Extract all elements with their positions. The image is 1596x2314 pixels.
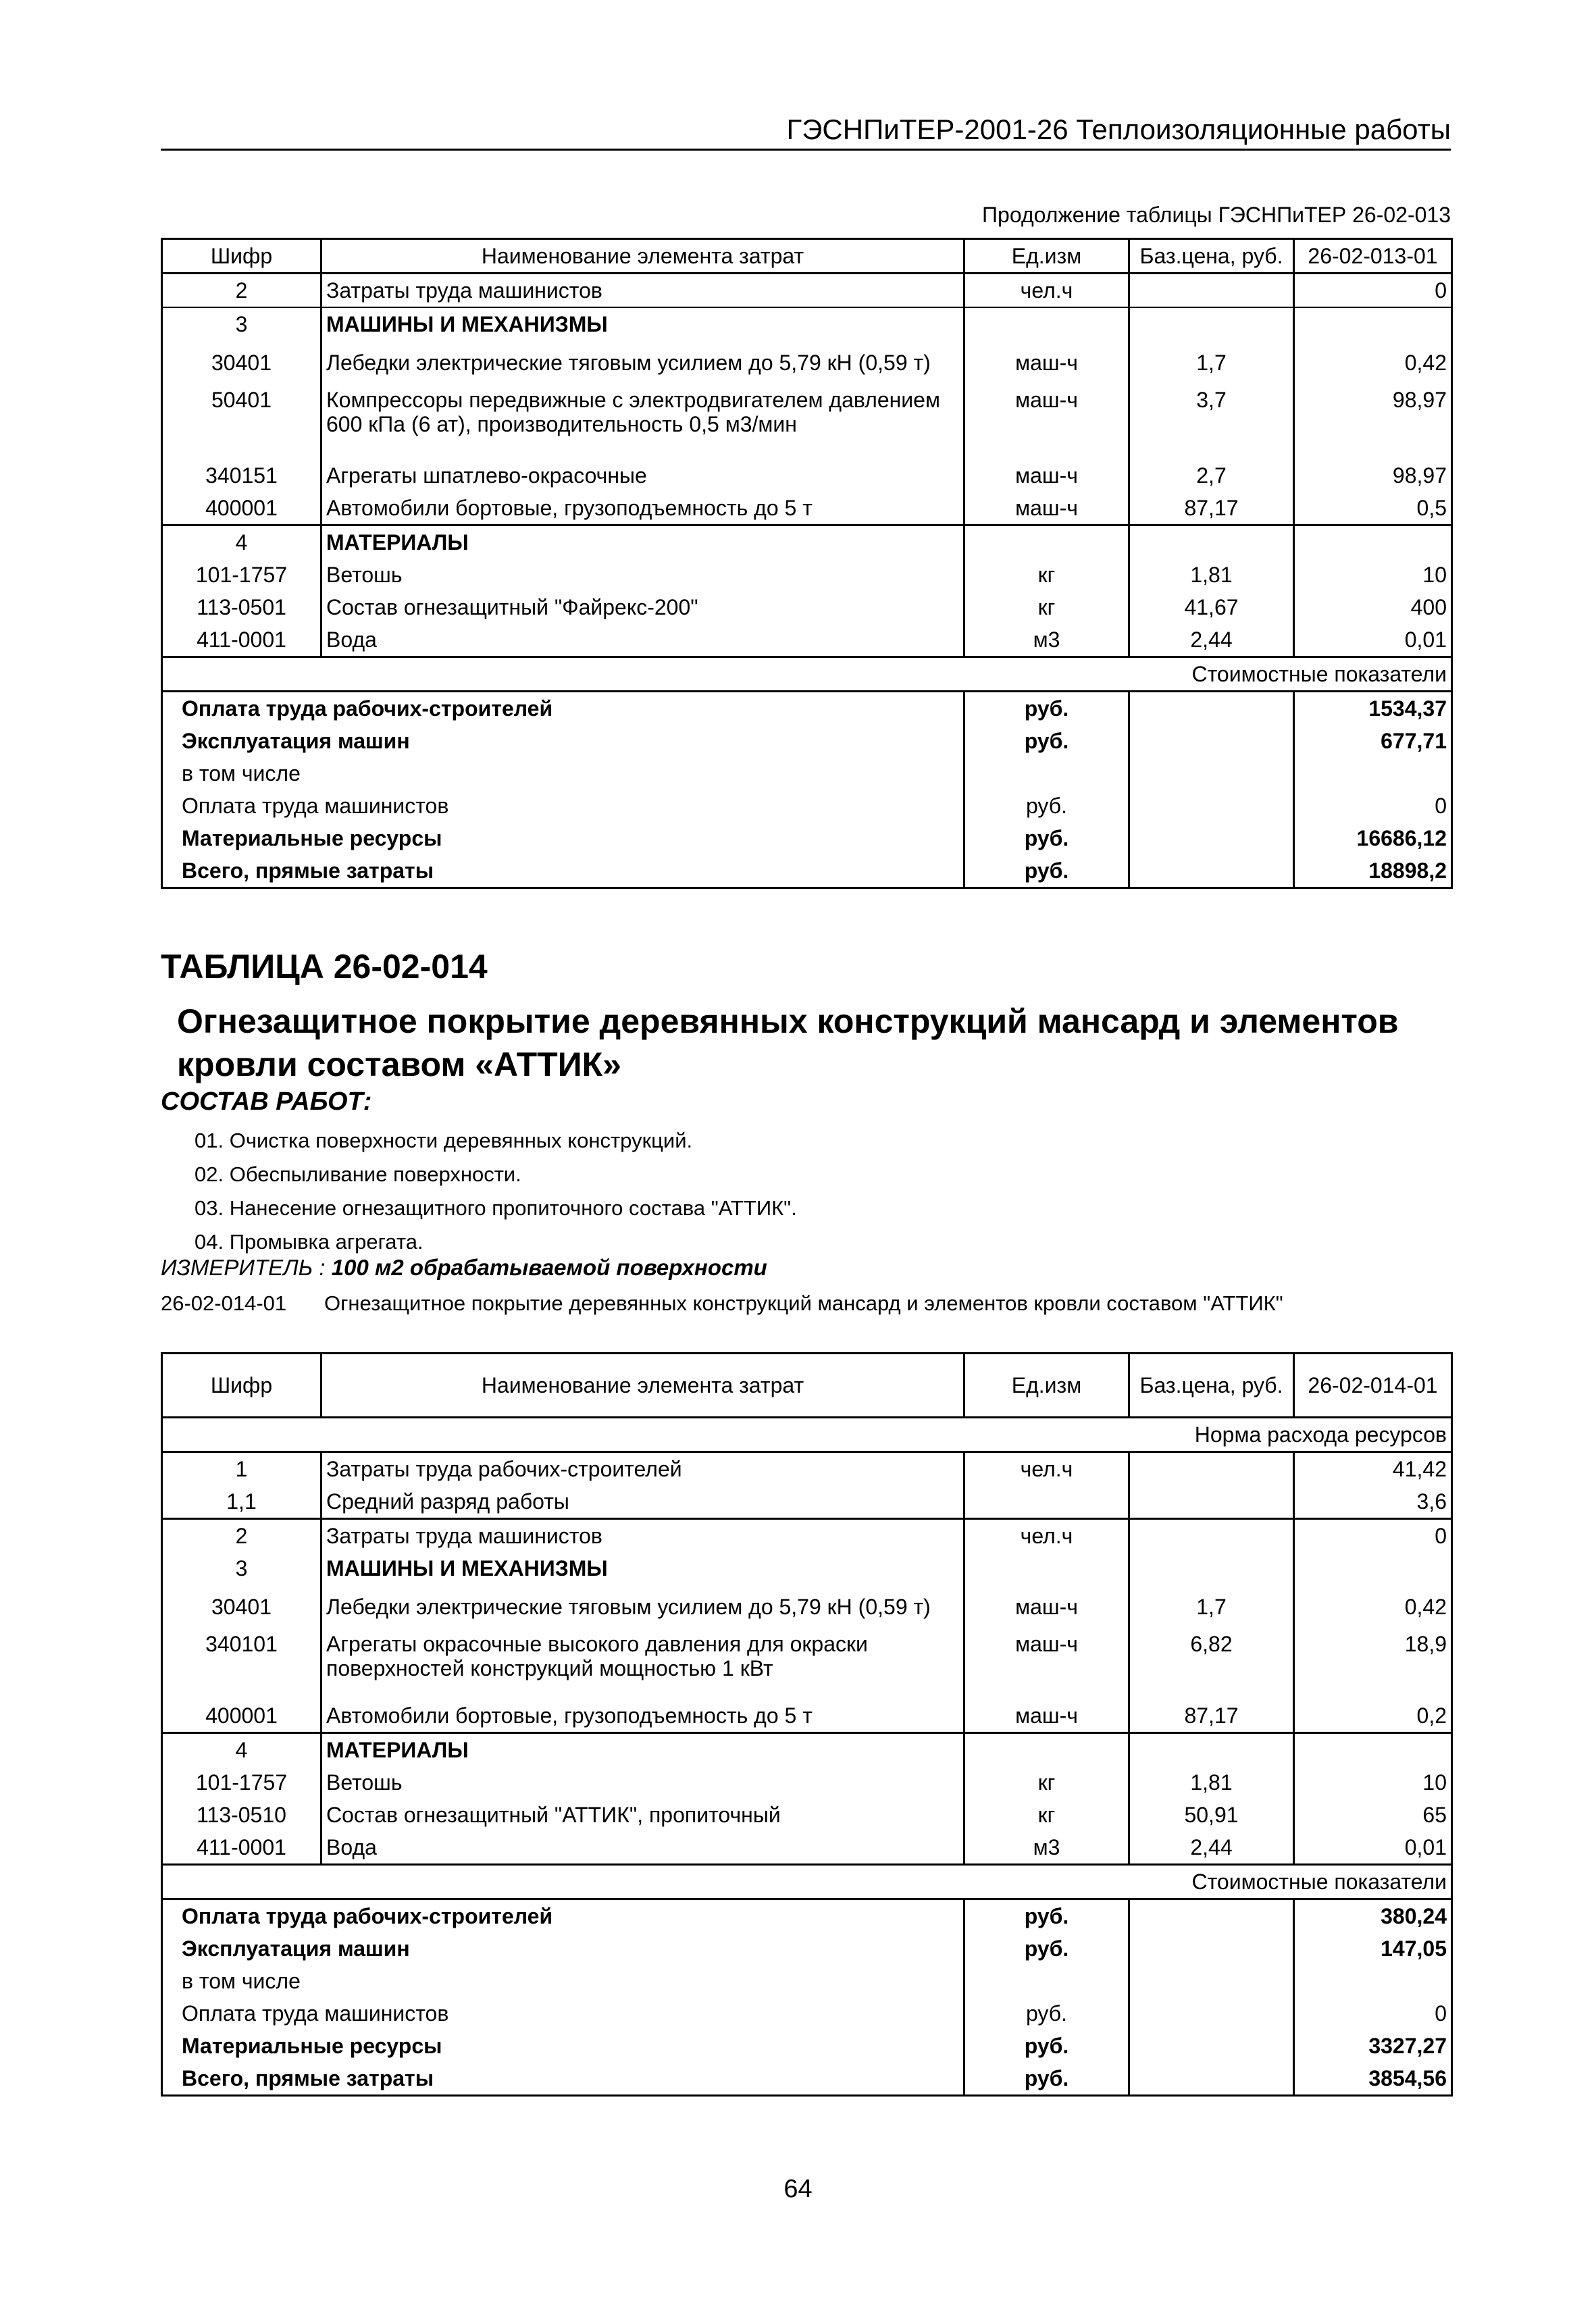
- table-header-row: [162, 239, 1452, 274]
- cell-unit: маш-ч: [964, 385, 1129, 459]
- cell-price: [1129, 1519, 1294, 1553]
- cell-name: Состав огнезащитный "АТТИК", пропиточный: [321, 1799, 964, 1831]
- cost-name: Эксплуатация машин: [162, 1932, 964, 1965]
- cell-name: МАШИНЫ И МЕХАНИЗМЫ: [321, 1552, 964, 1585]
- cell-code: 2: [162, 274, 321, 308]
- cost-unit: [964, 1965, 1129, 1997]
- cell-unit: [964, 1733, 1129, 1767]
- cell-unit: маш-ч: [964, 459, 1129, 492]
- col-header-unit: Ед.изм: [964, 239, 1129, 274]
- cost-name: Эксплуатация машин: [162, 725, 964, 757]
- cell-unit: кг: [964, 1799, 1129, 1831]
- cell-unit: м3: [964, 1831, 1129, 1865]
- meter-line: [161, 1255, 767, 1281]
- cell-name: Вода: [321, 623, 964, 657]
- cost-row: [162, 692, 1452, 725]
- cell-name: Состав огнезащитный "Файрекс-200": [321, 591, 964, 623]
- cell-name: Лебедки электрические тяговым усилием до 5,79 кН (0,59 т): [321, 1585, 964, 1629]
- resource-table-26-02-013: [161, 238, 1453, 889]
- cost-unit: руб.: [964, 725, 1129, 757]
- cost-value: 0: [1294, 1997, 1452, 2030]
- meter-label: ИЗМЕРИТЕЛЬ :: [161, 1255, 332, 1280]
- cell-unit: чел.ч: [964, 1519, 1129, 1553]
- cost-value: [1294, 1965, 1452, 1997]
- cost-name: Оплата труда машинистов: [162, 790, 964, 822]
- table-title: ТАБЛИЦА 26-02-014: [161, 948, 488, 985]
- cell-value: [1294, 1552, 1452, 1585]
- cell-code: 3: [162, 1552, 321, 1585]
- cost-row: [162, 854, 1452, 888]
- cell-unit: кг: [964, 559, 1129, 591]
- cost-price: [1129, 2030, 1294, 2062]
- cell-unit: чел.ч: [964, 274, 1129, 308]
- cell-name: Ветошь: [321, 1766, 964, 1799]
- table-row: [162, 1585, 1452, 1629]
- cell-value: 10: [1294, 1766, 1452, 1799]
- list-item: 01. Очистка поверхности деревянных конструкций.: [195, 1129, 693, 1152]
- cost-value: 3327,27: [1294, 2030, 1452, 2062]
- cell-code: 400001: [162, 492, 321, 525]
- cell-price: [1129, 1485, 1294, 1519]
- cost-header-row: [162, 657, 1452, 692]
- cost-price: [1129, 1965, 1294, 1997]
- cell-price: 87,17: [1129, 1699, 1294, 1733]
- cell-unit: кг: [964, 1766, 1129, 1799]
- cell-name: Затраты труда машинистов: [321, 274, 964, 308]
- cell-name: Автомобили бортовые, грузоподъемность до 5 т: [321, 1699, 964, 1733]
- col-header-name: Наименование элемента затрат: [321, 1354, 964, 1418]
- table-row: [162, 525, 1452, 559]
- cost-name: Всего, прямые затраты: [162, 2062, 964, 2096]
- norm-header: Норма расхода ресурсов: [162, 1418, 1452, 1452]
- cell-value: 0,42: [1294, 1585, 1452, 1629]
- cost-unit: руб.: [964, 2062, 1129, 2096]
- cost-unit: руб.: [964, 2030, 1129, 2062]
- col-header-code: Шифр: [162, 1354, 321, 1418]
- cost-price: [1129, 692, 1294, 725]
- cost-name: в том числе: [162, 757, 964, 790]
- cost-name: Оплата труда рабочих-строителей: [162, 692, 964, 725]
- cost-row: [162, 790, 1452, 822]
- table-row: [162, 1733, 1452, 1767]
- col-header-norm: 26-02-013-01: [1294, 239, 1452, 274]
- cell-value: 98,97: [1294, 459, 1452, 492]
- norm-name: Огнезащитное покрытие деревянных конструкций мансард и элементов кровли составом "АТТИК": [324, 1291, 1283, 1315]
- running-header: ГЭСНПиТЕР-2001-26 Теплоизоляционные работы: [161, 113, 1451, 151]
- cell-code: 3: [162, 307, 321, 340]
- cost-name: Всего, прямые затраты: [162, 854, 964, 888]
- cell-value: 0: [1294, 1519, 1452, 1553]
- cost-unit: руб.: [964, 1932, 1129, 1965]
- table-row: [162, 1519, 1452, 1553]
- cell-code: 113-0510: [162, 1799, 321, 1831]
- cell-price: 50,91: [1129, 1799, 1294, 1831]
- cell-name: Затраты труда рабочих-строителей: [321, 1452, 964, 1486]
- cost-row: [162, 2030, 1452, 2062]
- cell-value: 400: [1294, 591, 1452, 623]
- cell-price: 1,7: [1129, 1585, 1294, 1629]
- cell-code: 101-1757: [162, 1766, 321, 1799]
- cell-unit: [964, 1485, 1129, 1519]
- cell-code: 50401: [162, 385, 321, 459]
- cost-price: [1129, 757, 1294, 790]
- cost-name: Оплата труда рабочих-строителей: [162, 1899, 964, 1933]
- cell-name: МАТЕРИАЛЫ: [321, 1733, 964, 1767]
- cell-unit: [964, 1552, 1129, 1585]
- cost-price: [1129, 2062, 1294, 2096]
- cell-value: 65: [1294, 1799, 1452, 1831]
- cost-row: [162, 1899, 1452, 1933]
- cell-unit: чел.ч: [964, 1452, 1129, 1486]
- norm-header-row: [162, 1418, 1452, 1452]
- norm-line: [161, 1291, 1283, 1316]
- cell-name: МАШИНЫ И МЕХАНИЗМЫ: [321, 307, 964, 340]
- list-item: 04. Промывка агрегата.: [195, 1230, 423, 1254]
- cell-price: [1129, 1552, 1294, 1585]
- cost-row: [162, 725, 1452, 757]
- cell-code: 1,1: [162, 1485, 321, 1519]
- cell-price: 3,7: [1129, 385, 1294, 459]
- cell-code: 411-0001: [162, 623, 321, 657]
- table-name: Огнезащитное покрытие деревянных конструкций мансард и элементов кровли составом «АТТИК»: [177, 1002, 1399, 1083]
- cost-unit: руб.: [964, 854, 1129, 888]
- table-row: [162, 1552, 1452, 1585]
- cell-price: [1129, 1733, 1294, 1767]
- cost-row: [162, 1932, 1452, 1965]
- cell-price: [1129, 525, 1294, 559]
- cell-price: [1129, 274, 1294, 308]
- work-list: [195, 1124, 797, 1259]
- cost-price: [1129, 854, 1294, 888]
- cost-name: Материальные ресурсы: [162, 822, 964, 854]
- cell-price: 1,81: [1129, 559, 1294, 591]
- cost-price: [1129, 1997, 1294, 2030]
- col-header-price: Баз.цена, руб.: [1129, 1354, 1294, 1418]
- cell-value: 18,9: [1294, 1629, 1452, 1699]
- cost-value: [1294, 757, 1452, 790]
- cost-row: [162, 1965, 1452, 1997]
- cell-price: 6,82: [1129, 1629, 1294, 1699]
- cell-code: 340151: [162, 459, 321, 492]
- cell-value: 10: [1294, 559, 1452, 591]
- table-row: [162, 307, 1452, 340]
- cell-code: 30401: [162, 1585, 321, 1629]
- cell-unit: [964, 307, 1129, 340]
- cost-row: [162, 1997, 1452, 2030]
- cell-value: 0,01: [1294, 1831, 1452, 1865]
- cell-unit: маш-ч: [964, 1699, 1129, 1733]
- col-header-unit: Ед.изм: [964, 1354, 1129, 1418]
- table-header-row: [162, 1354, 1452, 1418]
- table-row: [162, 623, 1452, 657]
- col-header-name: Наименование элемента затрат: [321, 239, 964, 274]
- table-row: [162, 274, 1452, 308]
- cell-code: 30401: [162, 340, 321, 385]
- table-row: [162, 1629, 1452, 1699]
- cost-value: 18898,2: [1294, 854, 1452, 888]
- table-row: [162, 492, 1452, 525]
- cost-unit: [964, 757, 1129, 790]
- cost-value: 3854,56: [1294, 2062, 1452, 2096]
- cell-price: 41,67: [1129, 591, 1294, 623]
- cell-name: Средний разряд работы: [321, 1485, 964, 1519]
- cell-unit: м3: [964, 623, 1129, 657]
- cost-price: [1129, 725, 1294, 757]
- cell-name: Ветошь: [321, 559, 964, 591]
- page-number: 64: [783, 2175, 813, 2203]
- cost-header-row: [162, 1865, 1452, 1899]
- cost-unit: руб.: [964, 1997, 1129, 2030]
- cost-unit: руб.: [964, 1899, 1129, 1933]
- cost-value: 147,05: [1294, 1932, 1452, 1965]
- cell-code: 4: [162, 525, 321, 559]
- cell-value: 0,5: [1294, 492, 1452, 525]
- cell-code: 411-0001: [162, 1831, 321, 1865]
- cell-name: Автомобили бортовые, грузоподъемность до 5 т: [321, 492, 964, 525]
- cell-code: 400001: [162, 1699, 321, 1733]
- cost-unit: руб.: [964, 822, 1129, 854]
- table-row: [162, 559, 1452, 591]
- cost-name: Материальные ресурсы: [162, 2030, 964, 2062]
- cost-value: 16686,12: [1294, 822, 1452, 854]
- cost-price: [1129, 822, 1294, 854]
- cell-value: 0: [1294, 274, 1452, 308]
- cell-unit: [964, 525, 1129, 559]
- table-row: [162, 1485, 1452, 1519]
- table-row: [162, 1699, 1452, 1733]
- cost-row: [162, 2062, 1452, 2096]
- table-row: [162, 1831, 1452, 1865]
- col-header-price: Баз.цена, руб.: [1129, 239, 1294, 274]
- cell-value: 41,42: [1294, 1452, 1452, 1486]
- norm-code: 26-02-014-01: [161, 1291, 287, 1315]
- cost-unit: руб.: [964, 692, 1129, 725]
- cost-price: [1129, 1932, 1294, 1965]
- cost-row: [162, 757, 1452, 790]
- cell-price: 87,17: [1129, 492, 1294, 525]
- cell-code: 113-0501: [162, 591, 321, 623]
- cell-unit: маш-ч: [964, 1629, 1129, 1699]
- list-item: 02. Обеспыливание поверхности.: [195, 1162, 521, 1186]
- cost-name: в том числе: [162, 1965, 964, 1997]
- cell-unit: маш-ч: [964, 340, 1129, 385]
- cell-name: Агрегаты шпатлево-окрасочные: [321, 459, 964, 492]
- cell-price: 2,7: [1129, 459, 1294, 492]
- cell-name: Лебедки электрические тяговым усилием до 5,79 кН (0,59 т): [321, 340, 964, 385]
- cell-name: Вода: [321, 1831, 964, 1865]
- cell-unit: кг: [964, 591, 1129, 623]
- cost-row: [162, 822, 1452, 854]
- cell-name: Агрегаты окрасочные высокого давления для окраски поверхностей конструкций мощностью 1 кВт: [321, 1629, 964, 1699]
- cell-code: 4: [162, 1733, 321, 1767]
- table-row: [162, 1452, 1452, 1486]
- cell-price: 2,44: [1129, 1831, 1294, 1865]
- cell-code: 101-1757: [162, 559, 321, 591]
- cost-value: 380,24: [1294, 1899, 1452, 1933]
- table-row: [162, 1766, 1452, 1799]
- cell-name: Затраты труда машинистов: [321, 1519, 964, 1553]
- table-continuation-caption: Продолжение таблицы ГЭСНПиТЕР 26-02-013: [982, 203, 1451, 227]
- cost-header: Стоимостные показатели: [162, 1865, 1452, 1899]
- cell-price: 1,7: [1129, 340, 1294, 385]
- col-header-code: Шифр: [162, 239, 321, 274]
- cell-value: 0,42: [1294, 340, 1452, 385]
- cell-value: [1294, 1733, 1452, 1767]
- cell-unit: маш-ч: [964, 1585, 1129, 1629]
- cost-name: Оплата труда машинистов: [162, 1997, 964, 2030]
- cell-value: [1294, 307, 1452, 340]
- cell-value: 0,01: [1294, 623, 1452, 657]
- cost-unit: руб.: [964, 790, 1129, 822]
- work-composition-title: СОСТАВ РАБОТ:: [161, 1087, 372, 1116]
- cell-code: 1: [162, 1452, 321, 1486]
- table-row: [162, 1799, 1452, 1831]
- cell-value: [1294, 525, 1452, 559]
- cost-header: Стоимостные показатели: [162, 657, 1452, 692]
- list-item: 03. Нанесение огнезащитного пропиточного состава "АТТИК".: [195, 1196, 797, 1220]
- cost-value: 0: [1294, 790, 1452, 822]
- cell-value: 98,97: [1294, 385, 1452, 459]
- cell-code: 2: [162, 1519, 321, 1553]
- table-row: [162, 459, 1452, 492]
- cell-price: [1129, 307, 1294, 340]
- cell-price: 2,44: [1129, 623, 1294, 657]
- meter-value: 100 м2 обрабатываемой поверхности: [331, 1255, 767, 1280]
- cost-price: [1129, 790, 1294, 822]
- table-row: [162, 385, 1452, 459]
- cell-name: МАТЕРИАЛЫ: [321, 525, 964, 559]
- cell-price: [1129, 1452, 1294, 1486]
- resource-table-26-02-014: [161, 1352, 1453, 2097]
- cell-price: 1,81: [1129, 1766, 1294, 1799]
- cell-code: 340101: [162, 1629, 321, 1699]
- col-header-norm: 26-02-014-01: [1294, 1354, 1452, 1418]
- table-row: [162, 340, 1452, 385]
- cell-value: 0,2: [1294, 1699, 1452, 1733]
- cell-value: 3,6: [1294, 1485, 1452, 1519]
- table-row: [162, 591, 1452, 623]
- cell-name: Компрессоры передвижные с электродвигателем давлением 600 кПа (6 ат), производительность 0,5 м3/мин: [321, 385, 964, 459]
- cost-value: 1534,37: [1294, 692, 1452, 725]
- cost-price: [1129, 1899, 1294, 1933]
- cost-value: 677,71: [1294, 725, 1452, 757]
- cell-unit: маш-ч: [964, 492, 1129, 525]
